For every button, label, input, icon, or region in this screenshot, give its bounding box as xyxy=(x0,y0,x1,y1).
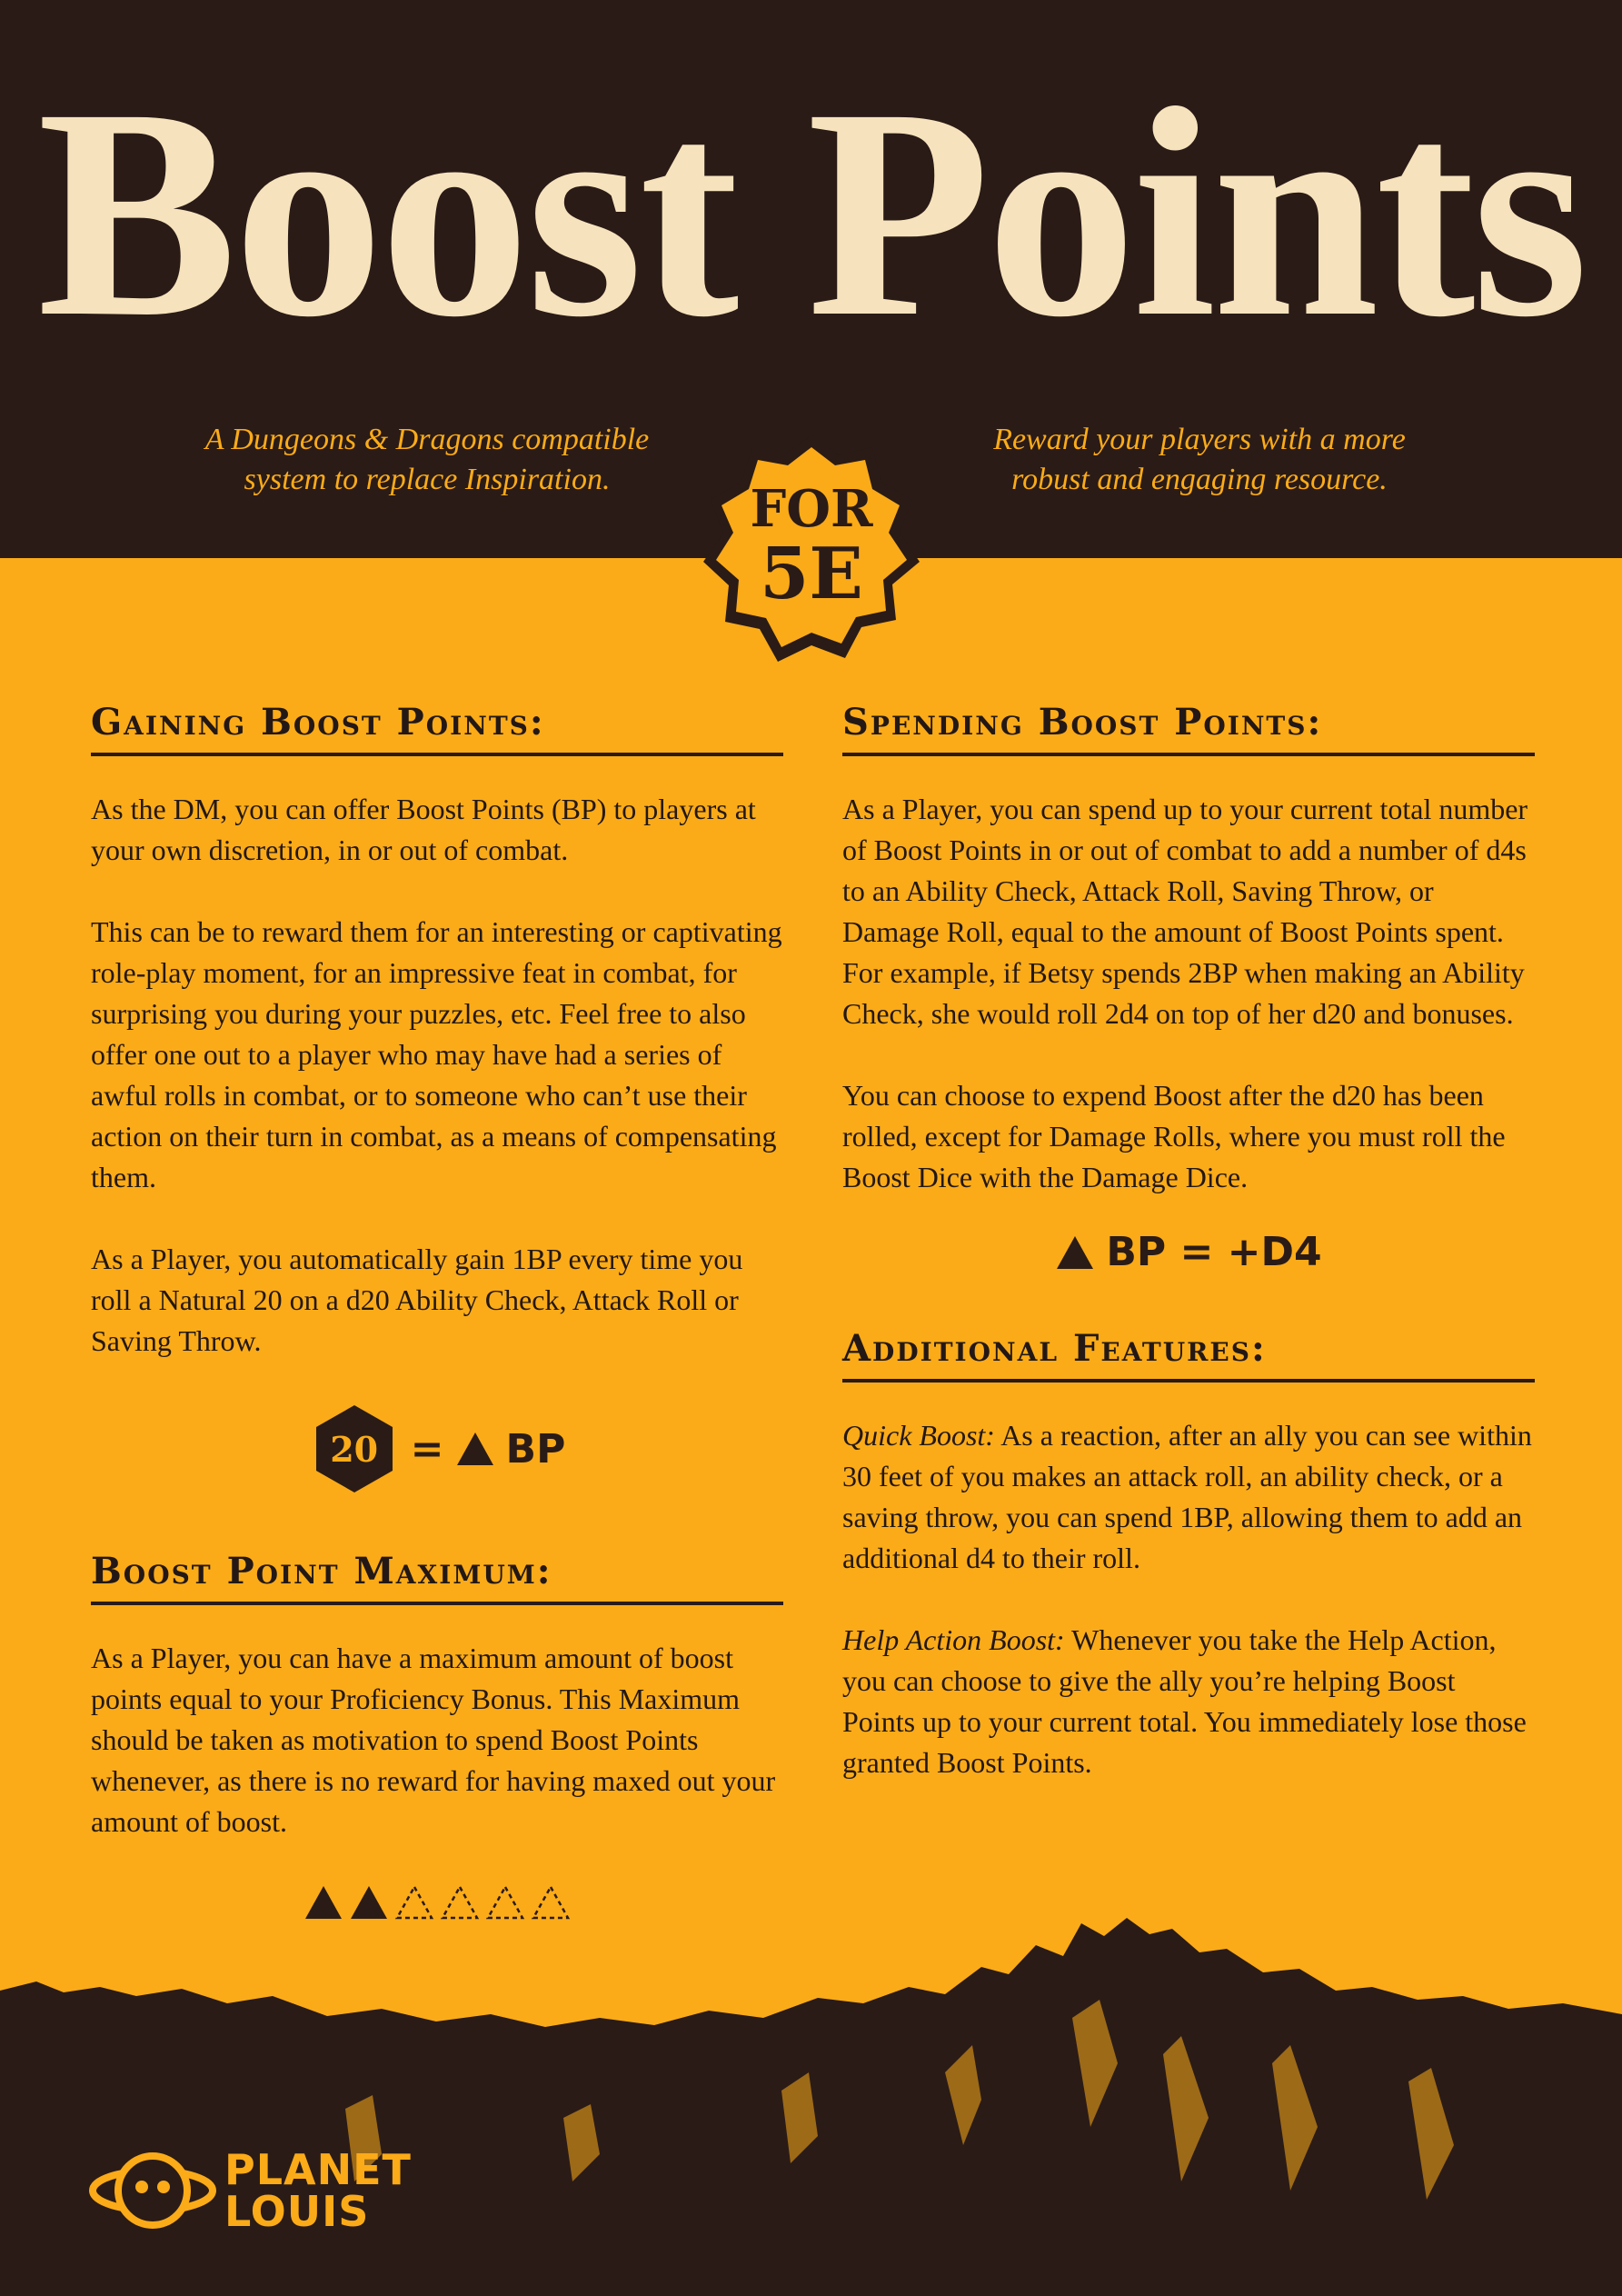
badge-5e-text: 5E xyxy=(760,533,863,615)
gaining-paragraph-1: As the DM, you can offer Boost Points (BP) to players at your own discretion, in or out of combat. xyxy=(91,793,756,866)
tagline-right-line-2: robust and engaging resource. xyxy=(1011,463,1388,496)
spending-paragraph-2: You can choose to expend Boost after the d20 has been rolled, except for Damage Rolls, where you must roll the Boost Dice with the Damage Dice. xyxy=(842,1079,1506,1193)
badge-for-text: FOR xyxy=(750,479,873,539)
d20-die-label: 20 xyxy=(330,1428,379,1470)
gaining-heading: Gaining Boost Points: xyxy=(91,700,783,756)
tagline-left xyxy=(145,420,709,500)
nat20-formula xyxy=(91,1403,783,1494)
spending-heading: Spending Boost Points: xyxy=(842,700,1535,756)
features-heading: Additional Features: xyxy=(842,1326,1535,1383)
gaining-paragraph-2: This can be to reward them for an interesting or captivating role-play moment, for an impressive feat in combat, for surprising you during your puzzles, etc. Feel free to also offer one out to a player who may have had a series of awful rolls in combat, or to someone who can’t use their action on their turn in combat, as a means of compensating them. xyxy=(91,915,782,1193)
help-boost-paragraph xyxy=(842,1620,1535,1783)
nat20-bp-label: BP xyxy=(505,1425,566,1472)
help-boost-text: Whenever you take the Help Action, you can choose to give the ally you’re helping Boost Points up to your current total. You immediately lose those granted Boost Points. xyxy=(842,1623,1527,1779)
gaining-paragraph-3: As a Player, you automatically gain 1BP every time you roll a Natural 20 on a d20 Ability Check, Attack Roll or Saving Throw. xyxy=(91,1243,743,1357)
d20-die-icon xyxy=(309,1403,400,1494)
quick-boost-paragraph xyxy=(842,1415,1535,1579)
quick-boost-text: As a reaction, after an ally you can see within 30 feet of you makes an attack roll, an ability check, or a saving throw, you can spend 1BP, allowing them to add an additional d4 to their roll. xyxy=(842,1419,1532,1574)
quick-boost-label: Quick Boost: xyxy=(842,1419,995,1452)
right-column xyxy=(842,700,1535,1783)
maximum-heading: Boost Point Maximum: xyxy=(91,1549,783,1605)
help-boost-label: Help Action Boost: xyxy=(842,1623,1065,1656)
logo-word-planet: PLANET xyxy=(224,2145,412,2194)
boost-triangle-icon xyxy=(1055,1234,1095,1271)
spend-formula xyxy=(842,1229,1535,1275)
tagline-right xyxy=(918,420,1481,500)
spend-formula-text: BP = +D4 xyxy=(1106,1229,1322,1275)
logo-word-louis: LOUIS xyxy=(224,2187,370,2236)
nat20-equals: = xyxy=(410,1425,444,1472)
mountain-silhouette xyxy=(0,1909,1622,2296)
boost-triangle-icon xyxy=(455,1431,495,1467)
tagline-left-line-2: system to replace Inspiration. xyxy=(244,463,611,496)
spending-paragraph-1: As a Player, you can spend up to your current total number of Boost Points in or out of combat to add a number of d4s to an Ability Check, Attack Roll, Saving Throw, or Damage Roll, equal to the amount of Boost Points spent. For example, if Betsy spends 2BP when making an Ability Check, she would roll 2d4 on top of her d20 and bonuses. xyxy=(842,793,1528,1030)
page-title: Boost Points xyxy=(36,47,1586,379)
tagline-left-line-1: A Dungeons & Dragons compatible xyxy=(204,423,650,456)
maximum-paragraph: As a Player, you can have a maximum amount of boost points equal to your Proficiency Bonus. This Maximum should be taken as motivation to spend Boost Points whenever, as there is no reward for having maxed out your amount of boost. xyxy=(91,1642,776,1838)
tagline-right-line-1: Reward your players with a more xyxy=(993,423,1406,456)
left-column xyxy=(91,700,783,1921)
